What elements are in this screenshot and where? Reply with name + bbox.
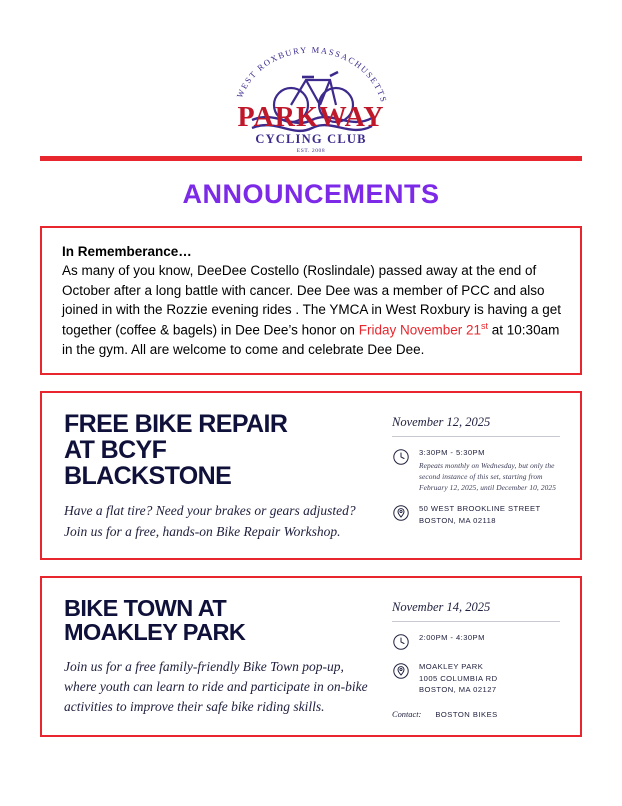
remembrance-box (40, 226, 582, 375)
flyer-title-line: FREE BIKE REPAIR (64, 410, 288, 439)
flyer-title (64, 596, 378, 645)
flyer-title-line: BIKE TOWN AT (64, 594, 227, 621)
map-pin-icon (392, 662, 410, 680)
flyer-date: November 14, 2025 (392, 600, 560, 622)
flyer-left-column (64, 411, 392, 542)
remembrance-highlight-suffix: st (481, 320, 489, 331)
flyer-time-value: 2:00PM - 4:30PM (419, 632, 485, 642)
flyer-time-row (392, 632, 560, 651)
flyer-time-text (419, 447, 560, 493)
flyer-details-column (392, 411, 560, 542)
flyer-location-line: MOAKLEY PARK (419, 661, 484, 671)
flyer-contact-row (392, 710, 560, 719)
flyer-location-line: BOSTON, MA 02127 (419, 685, 497, 695)
clock-icon (392, 633, 410, 651)
logo-est: EST. 2008 (296, 148, 326, 154)
remembrance-body (62, 261, 562, 359)
flyer-time-value: 3:30PM - 5:30PM (419, 448, 485, 458)
parkway-cycling-club-logo (226, 32, 396, 154)
flyer-time-note: Repeats monthly on Wednesday, but only the second instance of this set, starting from February 12, 2025, until December 10, 2025 (419, 461, 557, 492)
flyer-location-text (419, 503, 541, 527)
flyer-location-text (419, 661, 498, 696)
flyer-location-row (392, 503, 560, 527)
club-logo-block (40, 0, 582, 154)
svg-text:WEST ROXBURY MASSACHUSETTS: WEST ROXBURY MASSACHUSETTS (234, 44, 390, 105)
flyer-contact-label: Contact: (392, 710, 422, 720)
divider-red-rule (40, 156, 582, 161)
flyer-location-line: BOSTON, MA 02118 (419, 516, 496, 526)
flyer-card-bike-town (40, 576, 582, 737)
remembrance-text-after: at 10:30am in the gym. All are welcome to come and celebrate Dee Dee. (62, 322, 560, 357)
flyer-description: Join us for a free family-friendly Bike Town pop-up, where youth can learn to ride and participate in on-bike activities to improve their safe bike riding skills. (64, 658, 368, 715)
flyer-details-column (392, 596, 560, 719)
remembrance-highlight-date: Friday November 21 (358, 322, 482, 338)
page-title: ANNOUNCEMENTS (182, 179, 440, 209)
remembrance-heading: In Rememberance… (62, 244, 192, 259)
flyer-left-column (64, 596, 392, 719)
logo-name-line2: CYCLING CLUB (255, 132, 367, 146)
flyer-title-line: MOAKLEY PARK (64, 619, 246, 646)
logo-name-line1: PARKWAY (237, 102, 385, 133)
flyer-card-bike-repair (40, 391, 582, 560)
remembrance-text-before: As many of you know, DeeDee Costello (Roslindale) passed away at the end of October after a long battle with cancer. Dee Dee was a member of PCC and also joined in with the Rozzie evening rides . The YMCA in West Roxbury is having a get together (coffee & bagels) in Dee Dee’s honor on (62, 263, 562, 338)
flyer-time-text (419, 632, 485, 644)
flyer-title-line: AT BCYF (64, 436, 167, 465)
flyer-contact-value: BOSTON BIKES (435, 710, 498, 720)
flyer-title (64, 411, 378, 489)
flyer-description: Have a flat tire? Need your brakes or gears adjusted? Join us for a free, hands-on Bike Repair Workshop. (64, 503, 356, 539)
flyer-time-row (392, 447, 560, 493)
flyer-location-row (392, 661, 560, 696)
clock-icon (392, 448, 410, 466)
flyer-location-line: 1005 COLUMBIA RD (419, 673, 498, 683)
flyer-location-line: 50 WEST BROOKLINE STREET (419, 504, 541, 514)
map-pin-icon (392, 504, 410, 522)
flyer-title-line: BLACKSTONE (64, 462, 232, 491)
flyer-date: November 12, 2025 (392, 415, 560, 437)
